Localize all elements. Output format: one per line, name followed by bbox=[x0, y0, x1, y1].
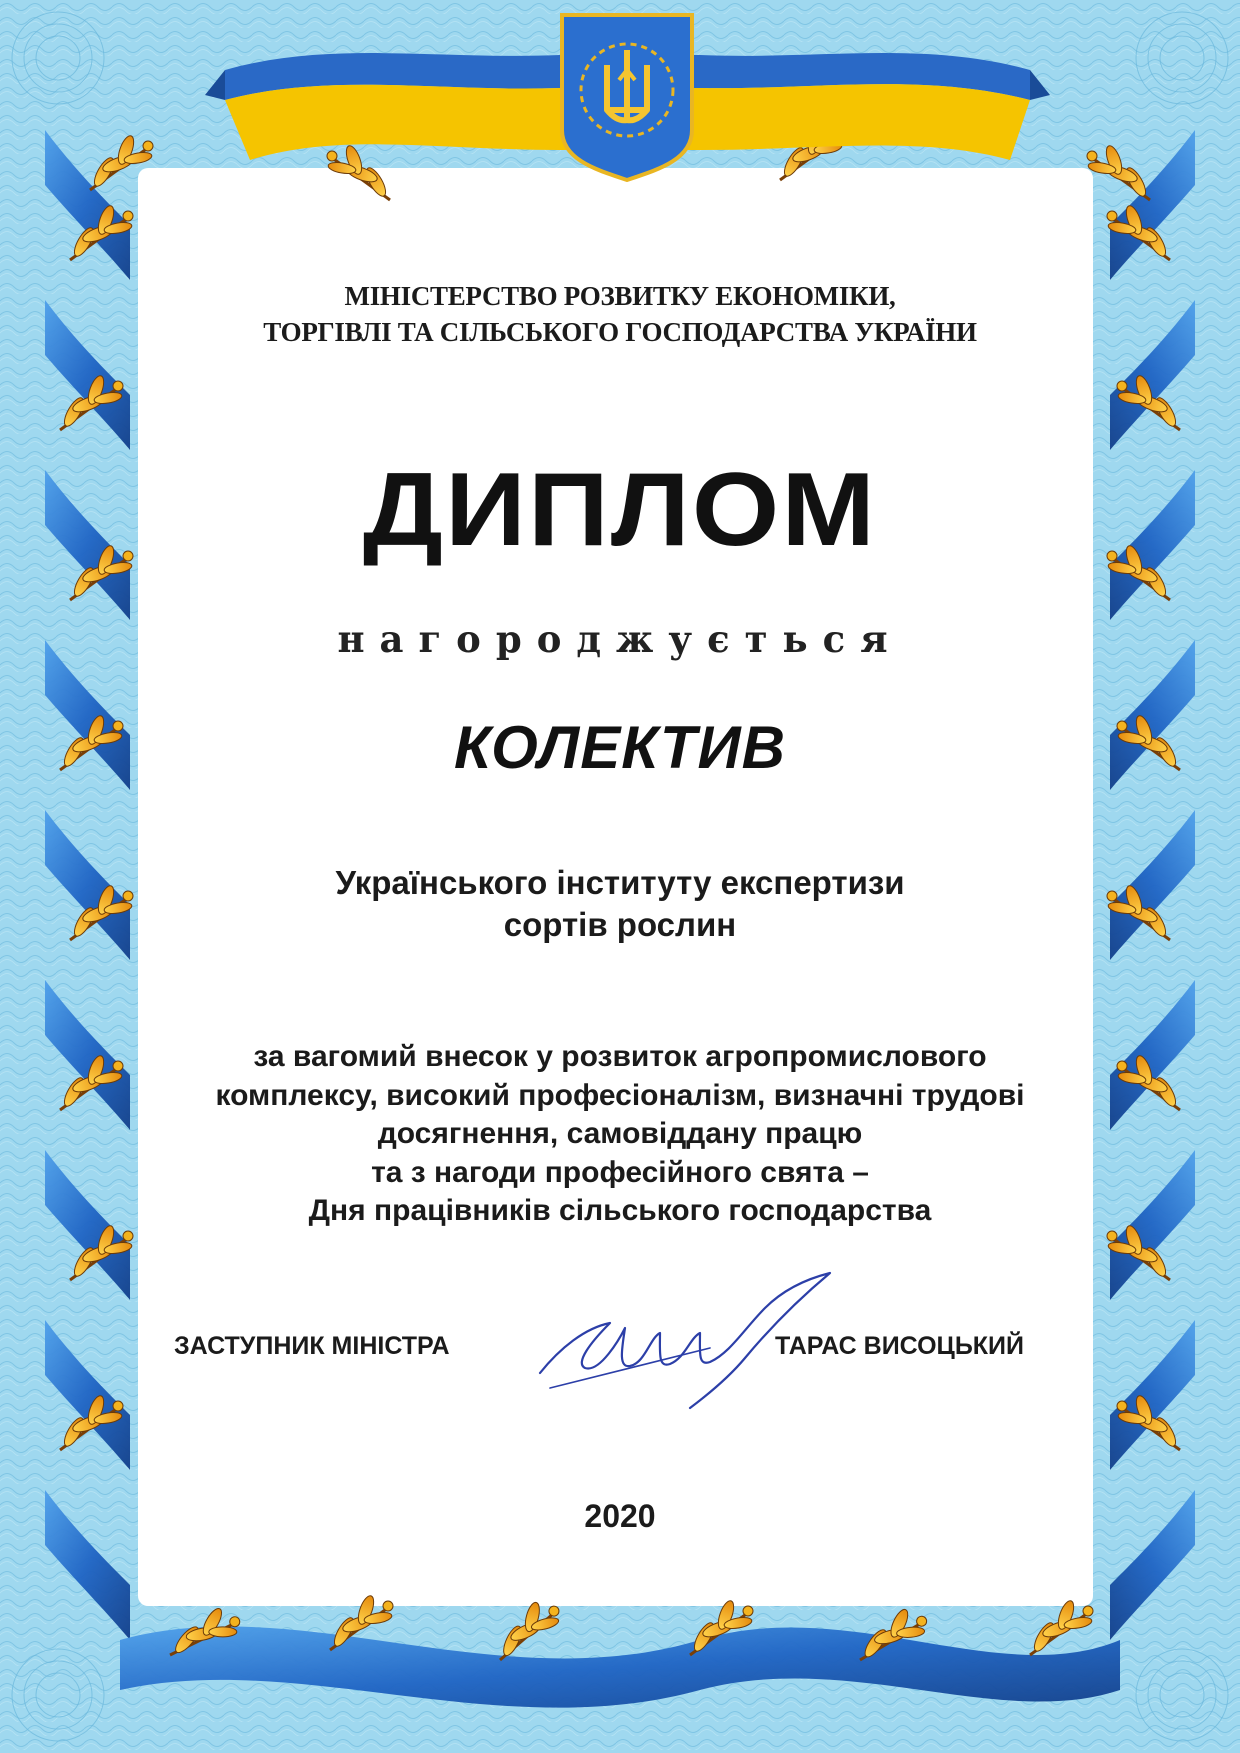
reason-line: Дня працівників сільського господарства bbox=[308, 1194, 932, 1227]
reason-line: комплексу, високий професіоналізм, визначні трудові bbox=[215, 1078, 1025, 1112]
ministry-line-2: ТОРГІВЛІ ТА СІЛЬСЬКОГО ГОСПОДАРСТВА УКРАЇНИ bbox=[263, 317, 977, 347]
signatory-name: ТАРАС ВИСОЦЬКИЙ bbox=[775, 1332, 1024, 1360]
diploma-year: 2020 bbox=[584, 1498, 656, 1534]
reason-line: досягнення, самовіддану працю bbox=[377, 1117, 863, 1150]
organization-line-2: сортів рослин bbox=[503, 906, 737, 943]
diploma-title: ДИПЛОМ bbox=[362, 452, 878, 568]
award-reason bbox=[0, 1038, 1240, 1231]
ministry-line-1: МІНІСТЕРСТВО РОЗВИТКУ ЕКОНОМІКИ, bbox=[344, 281, 896, 311]
recipient-name: КОЛЕКТИВ bbox=[454, 714, 786, 781]
signatory-position: ЗАСТУПНИК МІНІСТРА bbox=[174, 1332, 450, 1360]
organization-line-1: Українського інституту експертизи bbox=[335, 864, 905, 901]
organization-name bbox=[0, 862, 1240, 946]
reason-line: та з нагоди професійного свята – bbox=[371, 1155, 869, 1189]
ukraine-trident-emblem-icon bbox=[557, 10, 697, 182]
ministry-name bbox=[0, 278, 1240, 350]
awarded-text: нагороджується bbox=[337, 617, 903, 661]
reason-line: за вагомий внесок у розвиток агропромислового bbox=[253, 1040, 987, 1073]
